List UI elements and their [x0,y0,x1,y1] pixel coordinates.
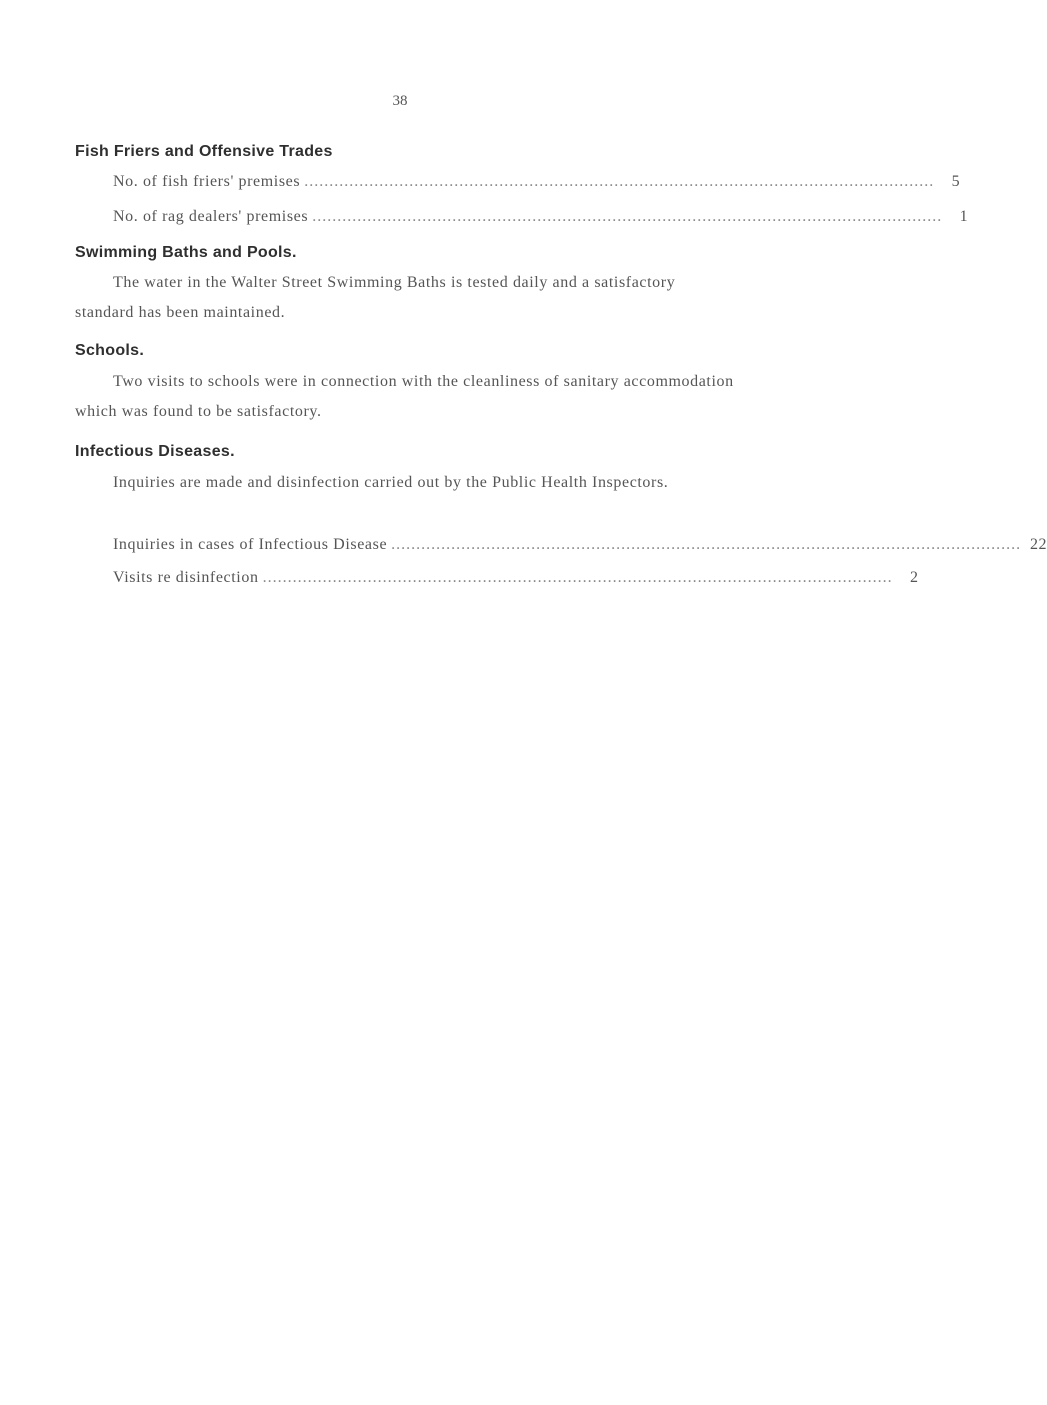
row-rag-dealers-premises [113,208,969,226]
row-inquiries-infectious [113,536,1047,554]
row-value: 2 [909,569,919,586]
paragraph-text: Two visits to schools were in connection with the cleanliness of sanitary accommodation which was found to be satisfactory. [75,373,734,420]
row-value: 22 [1029,536,1047,553]
dot-leader: .............................................................................................................................. [304,173,935,190]
dot-leader: .............................................................................................................................. [312,208,943,225]
row-fish-friers-premises [113,173,961,191]
heading-fish-friers: Fish Friers and Offensive Trades [75,143,333,160]
paragraph-schools [75,367,735,427]
page-number: 38 [392,93,408,109]
row-label: No. of rag dealers' premises [113,208,309,225]
paragraph-text: Inquiries are made and disinfection carried out by the Public Health Inspectors. [113,474,669,491]
heading-swimming-baths: Swimming Baths and Pools. [75,244,297,261]
row-value: 5 [951,173,961,190]
row-visits-disinfection [113,569,919,587]
dot-leader: .............................................................................................................................. [391,536,1022,553]
paragraph-swimming [75,268,735,328]
heading-schools: Schools. [75,342,145,359]
row-value: 1 [959,208,969,225]
dot-leader: .............................................................................................................................. [262,569,893,586]
paragraph-infectious [75,468,735,498]
row-label: Inquiries in cases of Infectious Disease [113,536,388,553]
row-label: Visits re disinfection [113,569,259,586]
heading-infectious-diseases: Infectious Diseases. [75,443,235,460]
paragraph-text: The water in the Walter Street Swimming Baths is tested daily and a satisfactory standard has been maintained. [75,274,676,321]
row-label: No. of fish friers' premises [113,173,301,190]
